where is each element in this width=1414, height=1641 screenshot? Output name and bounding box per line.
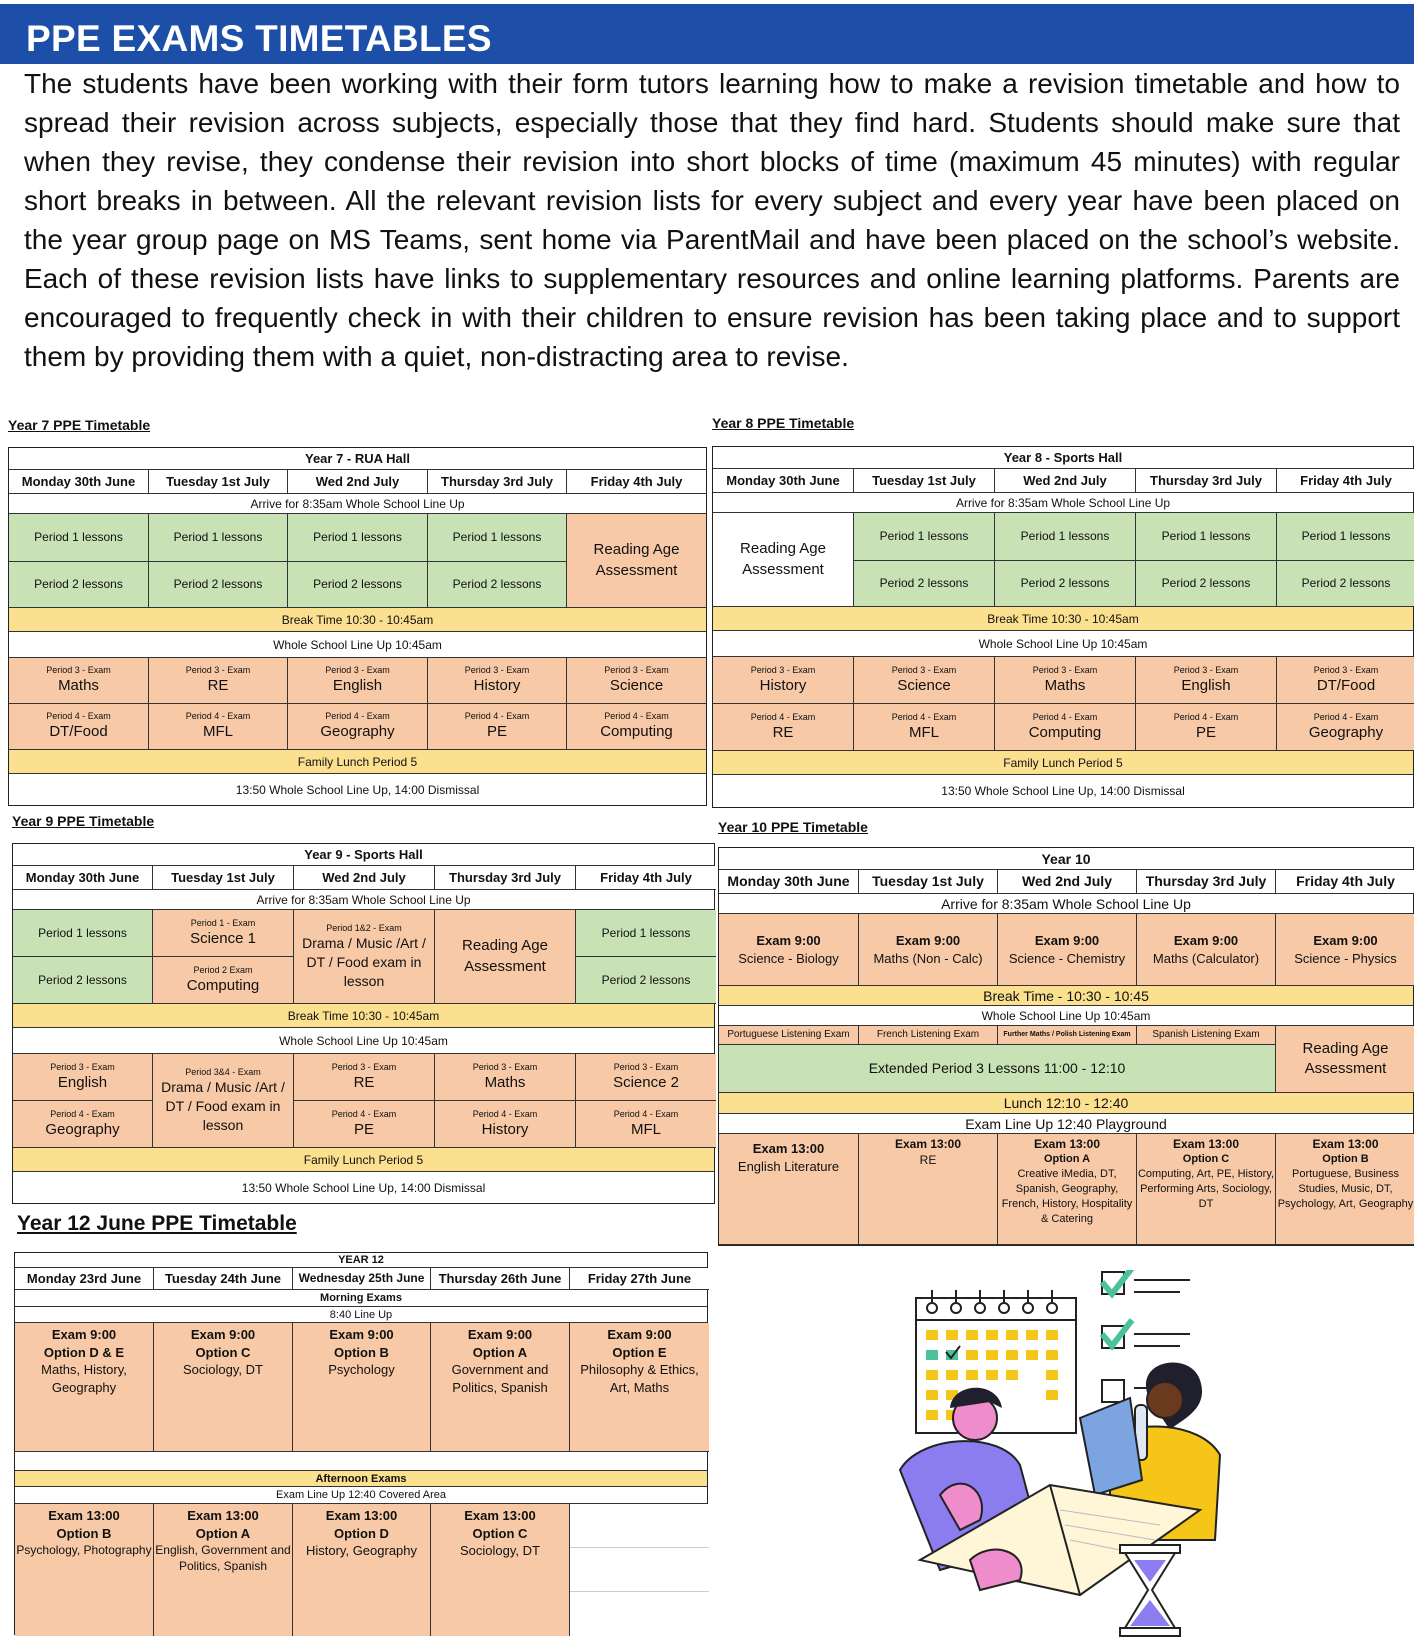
afternoon-title-row: Afternoon Exams xyxy=(15,1471,707,1487)
lesson-cell: Period 1 lessons xyxy=(854,513,995,561)
exam-subject: Maths (Calculator) xyxy=(1152,950,1260,966)
year9-timetable xyxy=(12,843,715,1204)
year10-timetable xyxy=(718,847,1414,1246)
day-header: Wed 2nd July xyxy=(294,866,435,890)
exam-cell xyxy=(153,957,294,1004)
exam-subject: Maths, History, Geography xyxy=(41,1362,127,1395)
arrive-row: Arrive for 8:35am Whole School Line Up xyxy=(719,894,1413,914)
exam-cell xyxy=(567,704,706,750)
day-header: Tuesday 1st July xyxy=(859,870,998,894)
exam-cell xyxy=(153,1054,294,1148)
exam-time: Exam 13:00 xyxy=(48,1508,120,1523)
exam-label: Period 4 - Exam xyxy=(750,711,816,722)
exam-cell xyxy=(570,1323,709,1452)
exam-cell xyxy=(1137,914,1276,986)
exam-label: Period 4 - Exam xyxy=(604,711,669,722)
exam-lineup-row: Exam Line Up 12:40 Playground xyxy=(719,1114,1413,1134)
exam-cell xyxy=(154,1504,293,1636)
exam-cell xyxy=(1276,1134,1414,1245)
day-header: Monday 30th June xyxy=(9,470,149,494)
exam-label: Period 3 - Exam xyxy=(331,1061,397,1072)
exam-cell xyxy=(1276,914,1414,986)
exam-label: Period 4 - Exam xyxy=(891,711,957,722)
exam-option: Option D xyxy=(334,1525,389,1541)
year8-title: Year 8 - Sports Hall xyxy=(713,447,1413,469)
exam-subject: Computing xyxy=(186,976,260,994)
exam-subject: English xyxy=(1181,676,1231,694)
exam-subject: English Literature xyxy=(737,1158,840,1174)
exam-subject: Science xyxy=(897,676,951,694)
exam-label: Period 4 - Exam xyxy=(325,711,390,722)
exam-cell xyxy=(998,1134,1137,1245)
exam-label: Period 4 - Exam xyxy=(1032,711,1098,722)
exam-label: Period 3 - Exam xyxy=(472,1061,538,1072)
exam-cell xyxy=(13,1054,153,1101)
exam-subject: Maths xyxy=(58,677,99,695)
exam-cell xyxy=(149,704,288,750)
exam-subject: Maths (Non - Calc) xyxy=(873,950,983,966)
exam-option: Option A xyxy=(1043,1153,1091,1166)
hourglass-icon xyxy=(1120,1545,1180,1636)
exam-time: Exam 13:00 xyxy=(1172,1137,1240,1151)
exam-cell xyxy=(294,1054,435,1101)
exam-time: Exam 9:00 xyxy=(1173,932,1239,948)
exam-cell xyxy=(15,1323,154,1452)
day-header: Wed 2nd July xyxy=(998,870,1137,894)
lesson-cell: Period 2 lessons xyxy=(1136,561,1277,607)
exam-subject: Geography xyxy=(1308,723,1384,741)
exam-cell xyxy=(15,1504,154,1636)
reading-age-cell: Reading Age Assessment xyxy=(435,910,576,1004)
exam-subject: Science - Chemistry xyxy=(1008,950,1126,966)
exam-time: Exam 13:00 xyxy=(187,1508,259,1523)
lineup-row: Whole School Line Up 10:45am xyxy=(9,632,706,658)
morning-title-row: Morning Exams xyxy=(15,1290,707,1307)
exam-subject: RE xyxy=(772,723,794,741)
exam-cell xyxy=(154,1323,293,1452)
lesson-cell: Period 1 lessons xyxy=(428,514,567,562)
day-header: Friday 4th July xyxy=(1276,870,1414,894)
day-header: Tuesday 24th June xyxy=(154,1268,293,1290)
arrive-row: Arrive for 8:35am Whole School Line Up xyxy=(13,890,714,910)
exam-cell xyxy=(713,657,854,704)
exam-label: Period 3 - Exam xyxy=(46,665,111,676)
exam-time: Exam 9:00 xyxy=(51,1327,117,1342)
exam-subject: History xyxy=(759,676,807,694)
lunch-row: Family Lunch Period 5 xyxy=(9,750,706,774)
exam-cell xyxy=(1136,704,1277,751)
exam-subject: History xyxy=(473,677,521,695)
exam-option: Option B xyxy=(56,1525,112,1541)
exam-subject: Sociology, DT xyxy=(460,1543,540,1559)
lesson-cell: Period 2 lessons xyxy=(13,957,153,1004)
lesson-cell: Period 2 lessons xyxy=(576,957,716,1004)
day-header: Tuesday 1st July xyxy=(153,866,294,890)
exam-label: Period 4 - Exam xyxy=(1313,711,1379,722)
day-header: Thursday 3rd July xyxy=(435,866,576,890)
exam-label: Period 4 - Exam xyxy=(1173,711,1239,722)
exam-cell xyxy=(854,657,995,704)
exam-subject: Geography xyxy=(45,1120,120,1138)
year12-title: YEAR 12 xyxy=(15,1253,707,1268)
exam-cell xyxy=(153,910,294,957)
exam-label: Period 4 - Exam xyxy=(46,711,111,722)
dismissal-row: 13:50 Whole School Line Up, 14:00 Dismissal xyxy=(235,782,480,797)
lesson-cell: Period 2 lessons xyxy=(1277,561,1414,607)
lineup-row: Whole School Line Up 10:45am xyxy=(719,1006,1413,1026)
exam-label: Period 4 - Exam xyxy=(185,711,251,722)
lesson-cell: Period 2 lessons xyxy=(149,562,288,608)
exam-cell xyxy=(995,657,1136,704)
exam-cell xyxy=(995,704,1136,751)
day-header: Tuesday 1st July xyxy=(149,470,288,494)
year9-section-title: Year 9 PPE Timetable xyxy=(12,813,155,829)
exam-cell xyxy=(1277,704,1414,751)
exam-subject: DT/Food xyxy=(49,723,108,741)
exam-time: Exam 9:00 xyxy=(607,1327,672,1342)
year12-section-title: Year 12 June PPE Timetable xyxy=(17,1212,297,1235)
day-header: Thursday 3rd July xyxy=(1137,870,1276,894)
year10-title: Year 10 xyxy=(719,848,1413,870)
exam-time: Exam 13:00 xyxy=(752,1141,825,1156)
morning-lineup-row: 8:40 Line Up xyxy=(15,1307,707,1323)
dismissal-row: 13:50 Whole School Line Up, 14:00 Dismissal xyxy=(941,784,1185,798)
exam-label: Period 1 - Exam xyxy=(190,917,256,928)
exam-cell xyxy=(428,704,567,750)
exam-cell xyxy=(428,658,567,704)
exam-cell xyxy=(288,658,428,704)
exam-time: Exam 13:00 xyxy=(325,1508,398,1523)
lesson-cell: Period 1 lessons xyxy=(13,910,153,957)
exam-option: Option B xyxy=(1322,1153,1369,1166)
exam-subject: Computing, Art, PE, History, Performing Arts, Sociology, DT xyxy=(1137,1168,1275,1210)
day-header: Wed 2nd July xyxy=(288,470,428,494)
day-header: Monday 30th June xyxy=(719,870,859,894)
exam-label: Period 3 - Exam xyxy=(185,665,251,676)
afternoon-lineup-row: Exam Line Up 12:40 Covered Area xyxy=(15,1487,707,1504)
exam-option: Option C xyxy=(195,1344,251,1360)
exam-subject: PE xyxy=(1195,723,1216,741)
lunch-row: Lunch 12:10 - 12:40 xyxy=(719,1093,1413,1114)
exam-subject: MFL xyxy=(203,723,233,741)
exam-subject: RE xyxy=(353,1073,375,1091)
exam-cell xyxy=(576,1101,716,1148)
lineup-row: Whole School Line Up 10:45am xyxy=(13,1028,714,1054)
exam-label: Period 4 - Exam xyxy=(464,711,530,722)
empty-cell xyxy=(570,1504,709,1548)
day-header: Friday 4th July xyxy=(1277,469,1414,493)
exam-option: Option C xyxy=(1182,1153,1230,1166)
exam-subject: Computing xyxy=(600,723,673,741)
exam-option: Option A xyxy=(472,1344,528,1360)
exam-subject: English xyxy=(57,1073,108,1091)
arrive-row: Arrive for 8:35am Whole School Line Up xyxy=(9,494,706,514)
exam-label: Period 3 - Exam xyxy=(325,665,390,676)
exam-cell xyxy=(859,914,998,986)
break-row: Break Time 10:30 - 10:45am xyxy=(9,608,706,632)
exam-subject: Science 1 xyxy=(190,929,256,947)
exam-cell xyxy=(1136,657,1277,704)
exam-subject: Science - Biology xyxy=(738,950,839,966)
exam-label: Period 4 - Exam xyxy=(331,1108,397,1119)
year7-timetable xyxy=(8,447,707,806)
exam-subject: Maths xyxy=(484,1073,526,1091)
exam-subject: Science 2 xyxy=(613,1073,679,1091)
exam-time: Exam 13:00 xyxy=(1312,1137,1379,1151)
exam-cell xyxy=(1137,1134,1276,1245)
lesson-cell: Period 2 lessons xyxy=(288,562,428,608)
exam-subject: PE xyxy=(486,723,507,741)
extended-lessons-cell: Extended Period 3 Lessons 11:00 - 12:10 xyxy=(719,1045,1276,1093)
exam-subject: Science xyxy=(609,677,664,695)
day-header: Monday 30th June xyxy=(13,866,153,890)
exam-cell xyxy=(567,658,706,704)
lesson-cell: Period 1 lessons xyxy=(9,514,149,562)
arrive-row: Arrive for 8:35am Whole School Line Up xyxy=(713,493,1413,513)
revision-illustration-icon xyxy=(880,1270,1300,1640)
exam-subject: History, Geography xyxy=(305,1543,418,1559)
exam-subject: Science - Physics xyxy=(1294,950,1397,966)
exam-cell xyxy=(719,914,859,986)
lesson-cell: Period 2 lessons xyxy=(854,561,995,607)
day-header: Wed 2nd July xyxy=(995,469,1136,493)
exam-option: Option A xyxy=(195,1525,251,1541)
exam-cell xyxy=(713,704,854,751)
exam-subject: Psychology xyxy=(328,1362,395,1378)
day-header: Friday 4th July xyxy=(567,470,706,494)
year7-title: Year 7 - RUA Hall xyxy=(9,448,706,470)
exam-cell xyxy=(13,1101,153,1148)
lesson-cell: Period 1 lessons xyxy=(995,513,1136,561)
lesson-cell: Period 1 lessons xyxy=(149,514,288,562)
exam-subject: English xyxy=(332,677,383,695)
year8-timetable xyxy=(712,446,1414,808)
exam-label: Period 3 - Exam xyxy=(604,665,669,676)
exam-cell xyxy=(293,1323,431,1452)
day-header: Thursday 3rd July xyxy=(1136,469,1277,493)
listening-cell: French Listening Exam xyxy=(859,1026,998,1045)
exam-cell xyxy=(149,658,288,704)
day-header: Monday 30th June xyxy=(713,469,854,493)
empty-cell xyxy=(570,1592,709,1636)
exam-cell xyxy=(1277,657,1414,704)
exam-cell xyxy=(294,1101,435,1148)
exam-time: Exam 13:00 xyxy=(894,1137,962,1151)
day-header: Tuesday 1st July xyxy=(854,469,995,493)
exam-option: Option E xyxy=(612,1344,667,1360)
exam-option: Option C xyxy=(472,1525,528,1541)
exam-subject: Creative iMedia, DT, Spanish, Geography, French, History, Hospitality & Catering xyxy=(1001,1168,1133,1225)
lesson-cell: Period 1 lessons xyxy=(1277,513,1414,561)
listening-cell: Spanish Listening Exam xyxy=(1137,1026,1276,1045)
exam-cell xyxy=(435,1054,576,1101)
year12-timetable xyxy=(14,1252,708,1635)
day-header: Monday 23rd June xyxy=(15,1268,154,1290)
dismissal-row: 13:50 Whole School Line Up, 14:00 Dismissal xyxy=(241,1180,486,1195)
day-header: Wednesday 25th June xyxy=(293,1268,431,1290)
exam-subject: Drama / Music /Art / DT / Food exam in lesson xyxy=(302,935,426,990)
exam-time: Exam 9:00 xyxy=(756,932,821,948)
exam-cell xyxy=(854,704,995,751)
exam-time: Exam 9:00 xyxy=(329,1327,394,1342)
day-header: Friday 4th July xyxy=(576,866,716,890)
exam-cell xyxy=(998,914,1137,986)
day-header: Thursday 3rd July xyxy=(428,470,567,494)
exam-cell xyxy=(9,704,149,750)
exam-time: Exam 13:00 xyxy=(464,1508,536,1523)
break-row: Break Time - 10:30 - 10:45 xyxy=(719,986,1413,1006)
lineup-row: Whole School Line Up 10:45am xyxy=(713,631,1413,657)
lesson-cell: Period 2 lessons xyxy=(995,561,1136,607)
lunch-row: Family Lunch Period 5 xyxy=(13,1148,714,1172)
lesson-cell: Period 2 lessons xyxy=(428,562,567,608)
exam-label: Period 3 - Exam xyxy=(891,664,957,675)
break-row: Break Time 10:30 - 10:45am xyxy=(13,1004,714,1028)
lesson-cell: Period 1 lessons xyxy=(1136,513,1277,561)
exam-subject: Government and Politics, Spanish xyxy=(451,1362,549,1395)
exam-label: Period 4 - Exam xyxy=(613,1108,679,1119)
lesson-cell: Period 1 lessons xyxy=(288,514,428,562)
exam-cell xyxy=(435,1101,576,1148)
spacer-row xyxy=(15,1452,707,1471)
exam-subject: Drama / Music /Art / DT / Food exam in lesson xyxy=(161,1079,285,1134)
exam-label: Period 3 - Exam xyxy=(613,1061,679,1072)
exam-label: Period 3 - Exam xyxy=(464,665,530,676)
reading-age-cell: Reading Age Assessment xyxy=(1276,1026,1414,1093)
exam-label: Period 4 - Exam xyxy=(472,1108,538,1119)
exam-time: Exam 9:00 xyxy=(895,932,961,948)
exam-option: Option B xyxy=(334,1344,389,1360)
exam-label: Period 3 - Exam xyxy=(1313,664,1379,675)
exam-label: Period 2 Exam xyxy=(193,964,253,975)
exam-time: Exam 9:00 xyxy=(1313,932,1378,948)
exam-subject: Sociology, DT xyxy=(183,1362,263,1378)
day-header: Thursday 26th June xyxy=(431,1268,570,1290)
exam-subject: Philosophy & Ethics, Art, Maths xyxy=(580,1362,699,1395)
lesson-cell: Period 1 lessons xyxy=(576,910,716,957)
year7-section-title: Year 7 PPE Timetable xyxy=(8,417,151,433)
exam-cell xyxy=(9,658,149,704)
year10-section-title: Year 10 PPE Timetable xyxy=(718,819,868,835)
exam-subject: Geography xyxy=(320,723,395,741)
exam-subject: History xyxy=(481,1120,529,1138)
exam-time: Exam 9:00 xyxy=(190,1327,256,1342)
exam-cell xyxy=(859,1134,998,1245)
exam-label: Period 3 - Exam xyxy=(750,664,816,675)
exam-cell xyxy=(431,1504,570,1636)
exam-subject: RE xyxy=(919,1153,937,1168)
intro-paragraph: The students have been working with their form tutors learning how to make a revision timetable and how to spread their revision across subjects, especially those that they find hard. Students should make sure that when they revise, they condense their revision into short blocks of time (maximum 45 minutes) with regular short breaks in between. All the relevant revision lists for every subject and every year have been placed on the year group page on MS Teams, sent home via ParentMail and have been placed on the school’s website. Each of these revision lists have links to supplementary resources and online learning platforms. Parents are encouraged to frequently check in with their children to ensure revision has been taking place and to support them by providing them with a quiet, non-distracting area to revise. xyxy=(24,68,1400,372)
exam-time: Exam 13:00 xyxy=(1033,1137,1101,1151)
break-row: Break Time 10:30 - 10:45am xyxy=(713,607,1413,631)
reading-age-cell: Reading Age Assessment xyxy=(567,514,706,608)
exam-label: Period 3 - Exam xyxy=(1173,664,1239,675)
exam-subject: RE xyxy=(207,677,229,695)
lunch-row: Family Lunch Period 5 xyxy=(713,751,1413,775)
exam-subject: Maths xyxy=(1044,676,1086,694)
exam-cell xyxy=(293,1504,431,1636)
exam-label: Period 4 - Exam xyxy=(50,1108,115,1119)
listening-cell: Portuguese Listening Exam xyxy=(719,1026,859,1045)
exam-time: Exam 9:00 xyxy=(467,1327,533,1342)
listening-cell: Further Maths / Polish Listening Exam xyxy=(998,1026,1137,1045)
exam-subject: Psychology, Photography xyxy=(16,1543,152,1558)
exam-subject: MFL xyxy=(631,1120,661,1138)
exam-time: Exam 9:00 xyxy=(1034,932,1100,948)
exam-cell xyxy=(719,1134,859,1245)
exam-label: Period 3 - Exam xyxy=(1032,664,1098,675)
exam-cell xyxy=(431,1323,570,1452)
exam-subject: Computing xyxy=(1028,723,1102,741)
year9-title: Year 9 - Sports Hall xyxy=(13,844,714,866)
exam-subject: Portuguese, Business Studies, Music, DT, Psychology, Art, Geography xyxy=(1277,1168,1414,1210)
exam-label: Period 3&4 - Exam xyxy=(185,1067,261,1078)
exam-cell xyxy=(288,704,428,750)
year8-section-title: Year 8 PPE Timetable xyxy=(712,415,855,431)
exam-cell xyxy=(294,910,435,1004)
exam-cell xyxy=(576,1054,716,1101)
page-banner: PPE EXAMS TIMETABLES xyxy=(0,4,1414,64)
empty-cell xyxy=(570,1548,709,1592)
lesson-cell: Period 2 lessons xyxy=(9,562,149,608)
exam-subject: MFL xyxy=(909,723,939,741)
exam-subject: DT/Food xyxy=(1316,676,1376,694)
day-header: Friday 27th June xyxy=(570,1268,709,1290)
exam-subject: English, Government and Politics, Spanish xyxy=(155,1543,291,1574)
reading-age-cell: Reading Age Assessment xyxy=(713,513,854,607)
exam-label: Period 1&2 - Exam xyxy=(326,923,402,934)
exam-option: Option D & E xyxy=(43,1344,125,1360)
exam-subject: PE xyxy=(353,1120,374,1138)
exam-label: Period 3 - Exam xyxy=(50,1061,115,1072)
